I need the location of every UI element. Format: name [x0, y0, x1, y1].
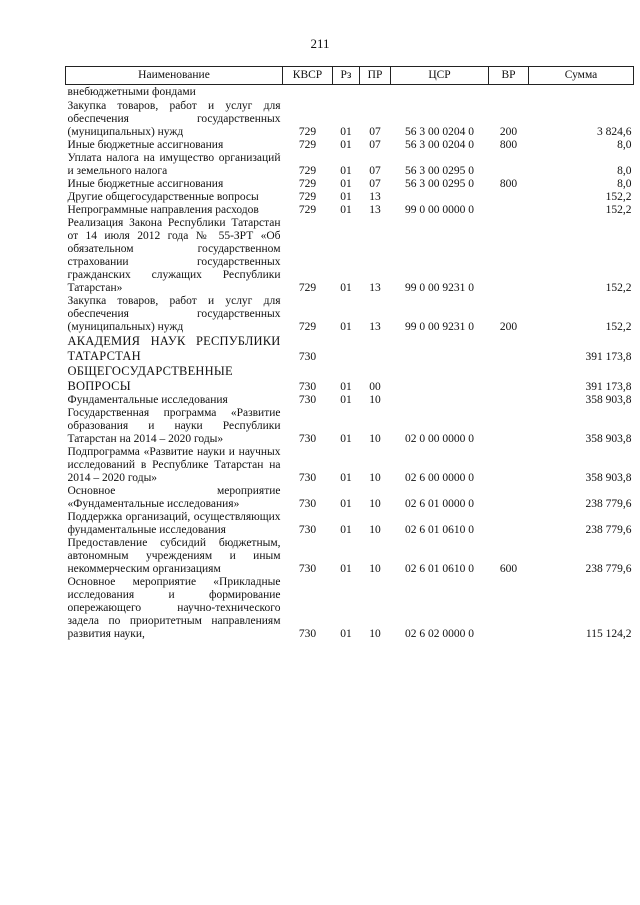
csr-cell: 56 3 00 0204 0 [405, 126, 474, 138]
sum-cell: 152,2 [605, 191, 632, 203]
table-row [66, 100, 634, 139]
csr-cell [391, 394, 489, 407]
column-header-name: Наименование [66, 67, 283, 85]
vr-cell [489, 191, 529, 204]
name-cell: Другие общегосударственные вопросы [67, 191, 259, 203]
table-row [66, 446, 634, 485]
name-cell: Подпрограмма «Развитие науки и научных исследований в Республике Татарстан на 2014 – 2020 годы» [67, 446, 281, 484]
name-cell: Закупка товаров, работ и услуг для обеспечения государственных (муниципальных) нужд [67, 295, 281, 333]
page-number: 211 [310, 36, 330, 51]
vr-cell [489, 485, 529, 511]
kvsr-cell: 730 [298, 433, 317, 445]
vr-cell: 800 [499, 139, 518, 151]
name-cell: Предоставление субсидий бюджетным, автономным учреждениям и иным некоммерческим организациям [67, 537, 281, 575]
name-cell: Иные бюджетные ассигнования [67, 139, 224, 151]
sum-cell: 115 124,2 [585, 628, 632, 640]
vr-cell [489, 364, 529, 394]
vr-cell [489, 576, 529, 641]
vr-cell [489, 85, 529, 101]
pr-cell: 13 [369, 191, 381, 203]
vr-cell: 800 [499, 178, 518, 190]
vr-cell [489, 334, 529, 364]
csr-cell: 02 6 01 0610 0 [405, 524, 474, 536]
table-row [66, 191, 634, 204]
csr-cell: 02 6 01 0000 0 [405, 498, 474, 510]
sum-cell: 8,0 [617, 139, 632, 151]
table-row [66, 407, 634, 446]
sum-cell: 238 779,6 [585, 498, 632, 510]
rz-cell [333, 334, 360, 364]
vr-cell [489, 394, 529, 407]
csr-cell: 99 0 00 9231 0 [405, 321, 474, 333]
sum-cell: 3 824,6 [597, 126, 632, 138]
vr-cell [489, 217, 529, 295]
name-cell: Иные бюджетные ассигнования [67, 178, 224, 190]
rz-cell: 01 [340, 498, 352, 510]
name-cell: Закупка товаров, работ и услуг для обеспечения государственных (муниципальных) нужд [67, 100, 281, 138]
rz-cell: 01 [340, 126, 352, 138]
table-row [66, 576, 634, 641]
kvsr-cell: 729 [298, 178, 317, 190]
kvsr-cell: 729 [298, 204, 317, 216]
rz-cell: 01 [340, 524, 352, 536]
table-row [66, 152, 634, 178]
pr-cell: 00 [369, 381, 381, 393]
rz-cell: 01 [340, 178, 352, 190]
kvsr-cell: 729 [298, 282, 317, 294]
pr-cell: 13 [369, 282, 381, 294]
name-cell: Уплата налога на имущество организаций и земельного налога [67, 152, 281, 177]
pr-cell: 13 [369, 321, 381, 333]
csr-cell [391, 85, 489, 101]
kvsr-cell: 730 [298, 524, 317, 536]
pr-cell: 13 [369, 204, 381, 216]
kvsr-cell: 729 [298, 165, 317, 177]
table-row [66, 85, 634, 101]
rz-cell: 01 [340, 628, 352, 640]
kvsr-cell: 730 [298, 472, 317, 484]
pr-cell: 07 [369, 165, 381, 177]
pr-cell [360, 85, 391, 101]
table-header-row [66, 67, 634, 85]
pr-cell: 10 [369, 472, 381, 484]
sum-cell: 391 173,8 [585, 351, 632, 363]
pr-cell: 07 [369, 126, 381, 138]
budget-table [65, 66, 634, 641]
rz-cell [333, 85, 360, 101]
kvsr-cell: 729 [298, 191, 317, 203]
csr-cell: 99 0 00 0000 0 [405, 204, 474, 216]
table-row [66, 217, 634, 295]
column-header-csr: ЦСР [391, 67, 489, 85]
pr-cell: 07 [369, 178, 381, 190]
kvsr-cell: 730 [298, 351, 317, 363]
vr-cell [489, 204, 529, 217]
rz-cell: 01 [340, 381, 352, 393]
sum-cell: 8,0 [617, 165, 632, 177]
rz-cell: 01 [340, 165, 352, 177]
name-cell: Основное мероприятие «Прикладные исследования и формирование опережающего научно-технического задела по приоритетным направлениям развития науки, [67, 576, 281, 640]
rz-cell: 01 [340, 139, 352, 151]
csr-cell: 02 6 01 0610 0 [405, 563, 474, 575]
sum-cell [529, 85, 634, 101]
table-row [66, 511, 634, 537]
table-row [66, 364, 634, 394]
kvsr-cell: 729 [298, 126, 317, 138]
table-row [66, 334, 634, 364]
column-header-vr: ВР [489, 67, 529, 85]
vr-cell [489, 152, 529, 178]
name-cell: АКАДЕМИЯ НАУК РЕСПУБЛИКИ ТАТАРСТАН [67, 334, 281, 363]
sum-cell: 391 173,8 [585, 381, 632, 393]
name-cell: ОБЩЕГОСУДАРСТВЕННЫЕ ВОПРОСЫ [67, 364, 233, 393]
rz-cell: 01 [340, 191, 352, 203]
csr-cell: 99 0 00 9231 0 [405, 282, 474, 294]
vr-cell: 200 [499, 321, 518, 333]
sum-cell: 358 903,8 [585, 472, 632, 484]
kvsr-cell: 729 [298, 139, 317, 151]
csr-cell: 02 0 00 0000 0 [405, 433, 474, 445]
vr-cell [489, 446, 529, 485]
kvsr-cell [283, 85, 333, 101]
name-cell: Поддержка организаций, осуществляющих фундаментальные исследования [67, 511, 281, 536]
name-cell: внебюджетными фондами [67, 86, 196, 98]
csr-cell: 56 3 00 0295 0 [405, 165, 474, 177]
vr-cell: 600 [499, 563, 518, 575]
name-cell: Основное мероприятие «Фундаментальные исследования» [67, 485, 281, 510]
table-row [66, 204, 634, 217]
kvsr-cell: 730 [298, 628, 317, 640]
csr-cell [391, 191, 489, 204]
csr-cell: 02 6 00 0000 0 [405, 472, 474, 484]
column-header-rz: Рз [333, 67, 360, 85]
table-row [66, 178, 634, 191]
sum-cell: 238 779,6 [585, 563, 632, 575]
vr-cell: 200 [499, 126, 518, 138]
rz-cell: 01 [340, 563, 352, 575]
kvsr-cell: 729 [298, 321, 317, 333]
pr-cell: 10 [369, 628, 381, 640]
csr-cell: 02 6 02 0000 0 [405, 628, 474, 640]
rz-cell: 01 [340, 204, 352, 216]
kvsr-cell: 730 [298, 498, 317, 510]
vr-cell [489, 511, 529, 537]
sum-cell: 358 903,8 [585, 394, 632, 406]
rz-cell: 01 [340, 472, 352, 484]
pr-cell [360, 334, 391, 364]
csr-cell: 56 3 00 0204 0 [405, 139, 474, 151]
sum-cell: 358 903,8 [585, 433, 632, 445]
table-row [66, 537, 634, 576]
pr-cell: 10 [369, 394, 381, 406]
pr-cell: 10 [369, 563, 381, 575]
column-header-pr: ПР [360, 67, 391, 85]
sum-cell: 238 779,6 [585, 524, 632, 536]
column-header-kvsr: КВСР [283, 67, 333, 85]
table-row [66, 394, 634, 407]
pr-cell: 10 [369, 498, 381, 510]
kvsr-cell: 730 [298, 563, 317, 575]
kvsr-cell: 730 [298, 381, 317, 393]
pr-cell: 07 [369, 139, 381, 151]
csr-cell [391, 334, 489, 364]
table-row [66, 139, 634, 152]
pr-cell: 10 [369, 524, 381, 536]
rz-cell: 01 [340, 321, 352, 333]
column-header-sum: Сумма [529, 67, 634, 85]
vr-cell [489, 407, 529, 446]
name-cell: Непрограммные направления расходов [67, 204, 259, 216]
rz-cell: 01 [340, 394, 352, 406]
name-cell: Государственная программа «Развитие образования и науки Республики Татарстан на 2014 – 2020 годы» [67, 407, 281, 445]
name-cell: Реализация Закона Республики Татарстан от 14 июля 2012 года № 55-ЗРТ «Об обязательном государственном страховании государственных гражданских служащих Республики Татарстан» [67, 217, 281, 294]
sum-cell: 152,2 [605, 321, 632, 333]
sum-cell: 152,2 [605, 204, 632, 216]
name-cell: Фундаментальные исследования [67, 394, 228, 406]
csr-cell: 56 3 00 0295 0 [405, 178, 474, 190]
rz-cell: 01 [340, 282, 352, 294]
csr-cell [391, 364, 489, 394]
table-row [66, 295, 634, 334]
pr-cell: 10 [369, 433, 381, 445]
sum-cell: 8,0 [617, 178, 632, 190]
table-row [66, 485, 634, 511]
kvsr-cell: 730 [298, 394, 317, 406]
sum-cell: 152,2 [605, 282, 632, 294]
rz-cell: 01 [340, 433, 352, 445]
